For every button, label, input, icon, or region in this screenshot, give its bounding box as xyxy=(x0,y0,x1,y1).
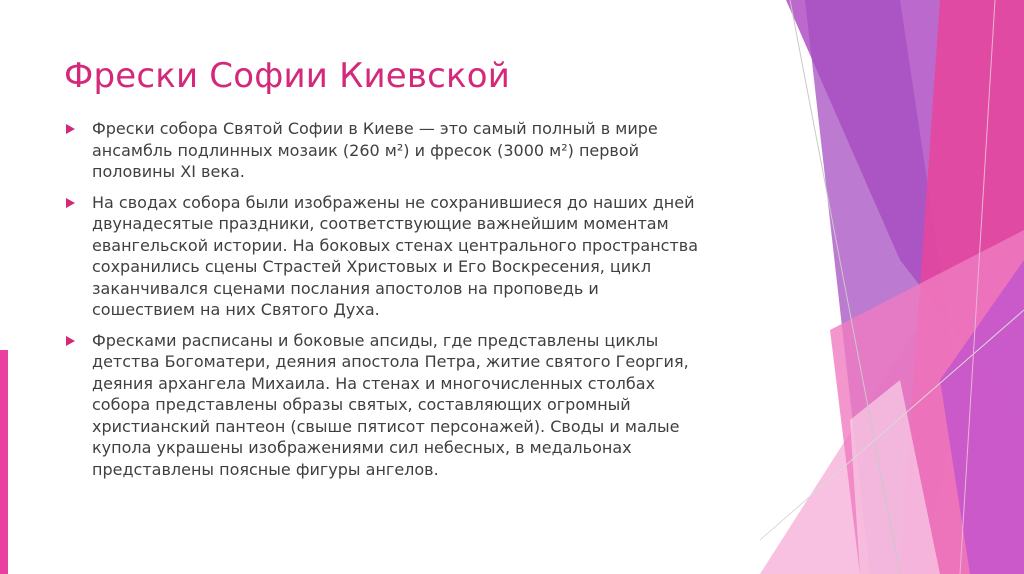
bullet-item xyxy=(66,118,706,183)
bullet-text: Фрески собора Святой Софии в Киеве — это самый полный в мире ансамбль подлинных мозаик (260 м²) и фресок (3000 м²) первой половины XI века. xyxy=(92,119,658,181)
bullet-text: На сводах собора были изображены не сохранившиеся до наших дней двунадесятые праздники, соответствующие важнейшим моментам евангельской истории. На боковых стенах центрального пространства сохранились сцены Страстей Христовых и Его Воскресения, цикл заканчивался сценами послания апостолов на проповедь и сошествием на них Святого Духа. xyxy=(92,192,698,319)
bullet-text: Фресками расписаны и боковые апсиды, где представлены циклы детства Богоматери, деяния апостола Петра, житие святого Георгия, деяния архангела Михаила. На стенах и многочисленных столбах собора представлены образы святых, составляющих огромный христианский пантеон (свыше пятисот персонажей). Своды и малые купола украшены изображениями сил небесных, в медальонах представлены поясные фигуры ангелов. xyxy=(92,330,689,479)
slide-title: Фрески Софии Киевской xyxy=(64,56,511,96)
bullet-arrow-icon xyxy=(66,336,75,346)
bullet-item xyxy=(66,192,706,321)
left-accent-bar xyxy=(0,350,8,574)
bullet-item xyxy=(66,330,706,481)
bullet-arrow-icon xyxy=(66,198,75,208)
bullet-arrow-icon xyxy=(66,124,75,134)
bullet-list xyxy=(66,118,706,489)
